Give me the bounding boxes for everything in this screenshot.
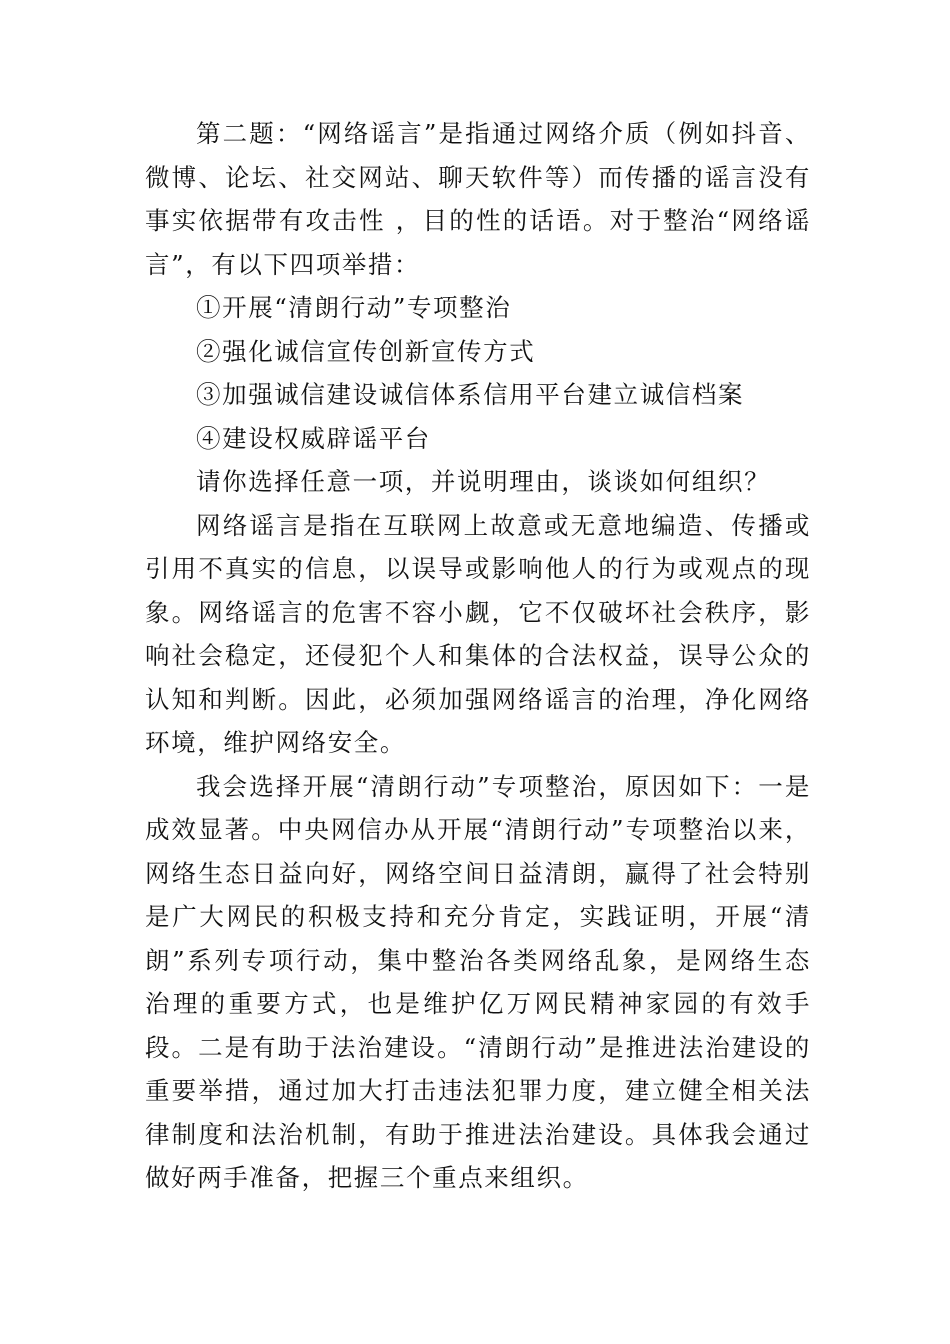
option-3: ③加强诚信建设诚信体系信用平台建立诚信档案 — [196, 380, 745, 409]
option-4: ④建设权威辟谣平台 — [196, 423, 431, 453]
answer-paragraph-2: 我会选择开展“清朗行动”专项整治，原因如下：一是成效显著。中央网信办从开展“清朗行动”专项整治以来，网络生态日益向好，网络空间日益清朗，赢得了社会特别是广大网民的积极支持和充分肯定，实践证明，开展“清朗”系列专项行动，集中整治各类网络乱象，是网络生态治理的重要方式，也是维护亿万网民精神家园的有效手段。二是有助于法治建设。“清朗行动”是推进法治建设的重要举措，通过加大打击违法犯罪力度，建立健全相关法律制度和法治机制，有助于推进法治建设。具体我会通过做好两手准备，把握三个重点来组织。 — [145, 771, 811, 1192]
option-2: ②强化诚信宣传创新宣传方式 — [196, 336, 536, 366]
question-intro: 第二题：“网络谣言”是指通过网络介质（例如抖音、微博、论坛、社交网站、聊天软件等）而传播的谣言没有事实依据带有攻击性 ，目的性的话语。对于整治“网络谣言”，有以下四项举措： — [145, 119, 811, 279]
option-1: ①开展“清朗行动”专项整治 — [196, 293, 512, 322]
document-page — [145, 112, 811, 1200]
answer-paragraph-1: 网络谣言是指在互联网上故意或无意地编造、传播或引用不真实的信息，以误导或影响他人的行为或观点的现象。网络谣言的危害不容小觑，它不仅破坏社会秩序，影响社会稳定，还侵犯个人和集体的合法权益，误导公众的认知和判断。因此，必须加强网络谣言的治理，净化网络环境，维护网络安全。 — [145, 510, 811, 757]
question-prompt: 请你选择任意一项，并说明理由，谈谈如何组织？ — [196, 467, 771, 496]
